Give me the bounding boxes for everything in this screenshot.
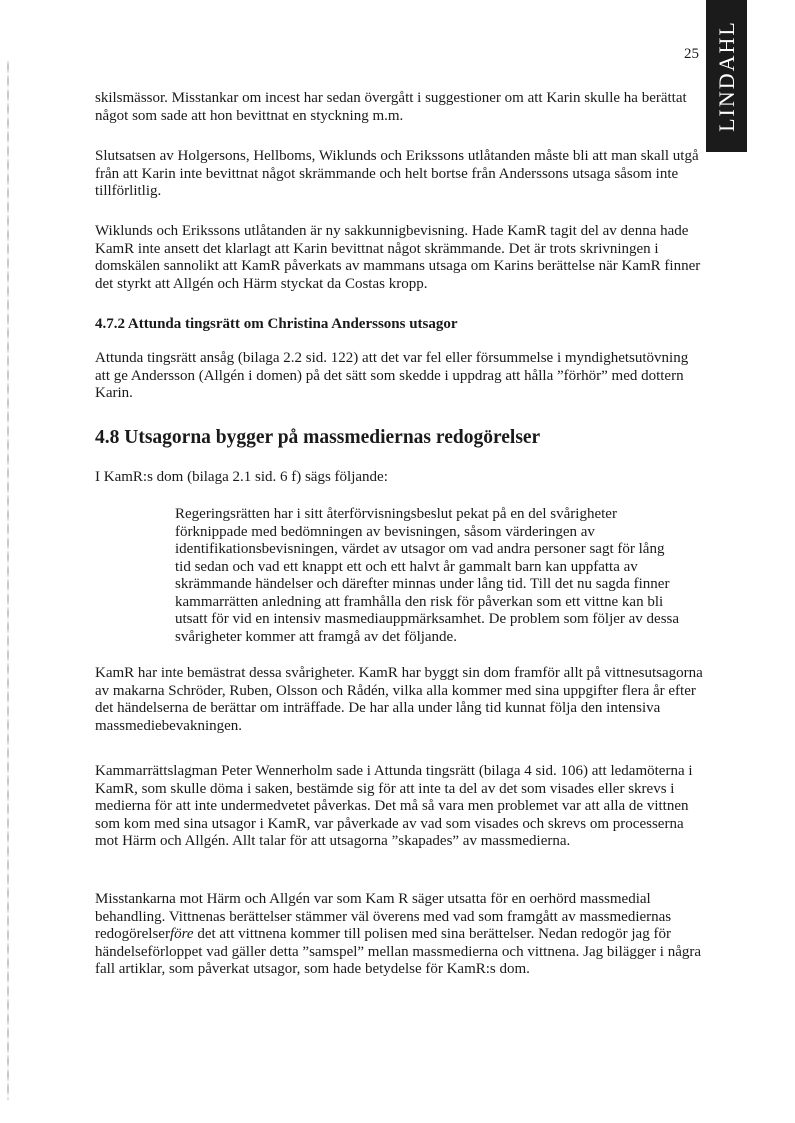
paragraph-kamr: KamR har inte bemästrat dessa svårigheter. KamR har byggt sin dom framför allt på vittnesutsagorna av makarna Schröder, Ruben, Olsson och Rådén, vilka alla kommer med sina uppgifter flera år efter det händelserna de berättar om inträffade. De har alla under lång tid kunnat följa den intensiva massmediebevakningen. (95, 665, 703, 734)
block-quote: Regeringsrätten har i sitt återförvisningsbeslut pekat på en del svårigheter förknippade med bedömningen av bevisningen, såsom värderingen av identifikationsbevisningen, värdet av utsagor om vad andra personer sagt för lång tid sedan och vad ett knappt ett och ett halvt år gammalt barn kan uppfatta av skrämmande händelser och därefter minnas under lång tid. Till det nu sagda finner kammarrätten anledning att framhålla den risk för påverkan som ett vittne kan bli utsatt för vid en intensiv masmediauppmärksamhet. De problem som följer av dessa svårigheter kommer att framgå av det följande. (175, 506, 680, 645)
paragraph-wiklund: Wiklunds och Erikssons utlåtanden är ny sakkunnigbevisning. Hade KamR tagit del av denna hade KamR inte ansett det klarlagt att Karin bevittnat något skrämmande. Det är trots skrivningen i domskälen sannolikt att KamR påverkats av mammans utsaga om Karins berättelse när KamR finner det styrkt att Allgén och Härm styckat da Costas kropp. (95, 223, 701, 292)
paragraph-top: skilsmässor. Misstankar om incest har sedan övergått i suggestioner om att Karin skulle ha berättat något som sade att hon bevittnat en styckning m.m. (95, 90, 687, 124)
paragraph-last-text-a: Misstankarna mot Härm och Allgén var som Kam R säger utsatta för en oerhörd massmedial behandling. Vittnenas berättelser stämmer väl överens med vad som framgått av massmediernas redogörelser (95, 891, 672, 942)
scan-margin-dots (7, 60, 9, 1100)
brand-tab (706, 0, 747, 152)
paragraph-last (95, 891, 705, 979)
paragraph-last-text-b: det att vittnena kommer till polisen med sina berättelser. Nedan redogör jag för händelseförloppet vad gäller detta ”samspel” mellan massmedierna och vittnena. Jag bilägger i några fall artiklar, som påverkat utsagor, som hade betydelse för KamR:s dom. (95, 926, 702, 977)
paragraph-attunda: Attunda tingsrätt ansåg (bilaga 2.2 sid. 122) att det var fel eller försummelse i myndighetsutövning att ge Andersson (Allgén i domen) på det sätt som skedde i uppdrag att hålla ”förhör” med dottern Karin. (95, 350, 689, 401)
page-number: 25 (684, 46, 699, 62)
emphasis-fore: före (169, 926, 194, 942)
section-heading-4-8: 4.8 Utsagorna bygger på massmediernas redogörelser (95, 427, 541, 448)
paragraph-conclusion: Slutsatsen av Holgersons, Hellboms, Wiklunds och Erikssons utlåtanden måste bli att man skall utgå från att Karin inte bevittnat något skrämmande och helt bortse från Anderssons utsaga såsom inte tillförlitlig. (95, 148, 699, 199)
paragraph-intro: I KamR:s dom (bilaga 2.1 sid. 6 f) sägs följande: (95, 469, 388, 485)
paragraph-wennerholm: Kammarrättslagman Peter Wennerholm sade i Attunda tingsrätt (bilaga 4 sid. 106) att ledamöterna i KamR, som skulle döma i saken, bestämde sig för att inte ta del av det som visades eller skrevs i medierna för att inte undermedvetet påverkas. Det må så vara men problemet var att alla de vittnen som kom med sina utsagor i KamR, var påverkade av vad som visades och skrevs om processerna mot Härm och Allgén. Allt talar för att utsagorna ”skapades” av massmedierna. (95, 763, 693, 849)
brand-label: LINDAHL (713, 20, 739, 132)
section-heading-4-7-2: 4.7.2 Attunda tingsrätt om Christina Anderssons utsagor (95, 316, 458, 332)
